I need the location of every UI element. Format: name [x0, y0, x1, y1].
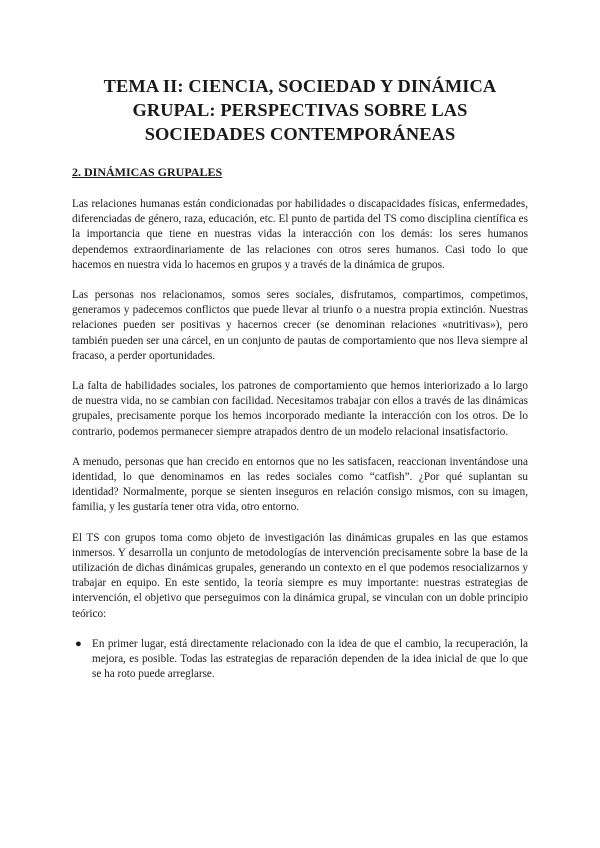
paragraph-3: La falta de habilidades sociales, los patrones de comportamiento que hemos interiorizado a lo largo de nuestra vida, no se cambian con facilidad. Necesitamos trabajar con ellos a través de las dinámicas grupales, precisamente porque los hemos incorporado mediante la interacción con los otros. De lo contrario, podemos permanecer siempre atrapados dentro de un modelo relacional insatisfactorio. [72, 380, 528, 438]
paragraph-1: Las relaciones humanas están condicionadas por habilidades o discapacidades físicas, enfermedades, diferenciadas de género, raza, educación, etc. El punto de partida del TS como disciplina científica es la importancia que tiene en nuestras vidas la interacción con los demás: los seres humanos dependemos extraordinariamente de las relaciones con otros seres humanos. Casi todo lo que hacemos en nuestra vida lo hacemos en grupos y a través de la dinámica de grupos. [72, 198, 528, 271]
bullet-item-1 [72, 637, 528, 683]
document-page [72, 74, 528, 682]
paragraph-4: A menudo, personas que han crecido en entornos que no les satisfacen, reaccionan inventándose una identidad, lo que denominamos en las redes sociales como “catfish”. ¿Por qué suplantan su identidad? Normalmente, porque se sienten inseguros en relación consigo mismos, con su imagen, familia, y les gustaría tener otra vida, otro entorno. [72, 455, 528, 514]
title-line-1: TEMA II: CIENCIA, SOCIEDAD Y DINÁMICA [103, 76, 497, 96]
section-heading: 2. DINÁMICAS GRUPALES [72, 165, 223, 179]
title-line-2: GRUPAL: PERSPECTIVAS SOBRE LAS [132, 100, 468, 120]
title-line-3: SOCIEDADES CONTEMPORÁNEAS [144, 124, 456, 144]
paragraph-5: El TS con grupos toma como objeto de investigación las dinámicas grupales en las que estamos inmersos. Y desarrolla un conjunto de metodologías de intervención precisamente sobre la base de la utilización de dichas dinámicas grupales, generando un contexto en el que podemos resocializarnos y trabajar en equipo. En este sentido, la teoría siempre es muy importante: nuestras estrategias de intervención, el objetivo que perseguimos con la dinámica grupal, se vinculan con un doble principio teórico: [72, 531, 528, 620]
bullet-list [72, 637, 528, 683]
paragraph-2: Las personas nos relacionamos, somos seres sociales, disfrutamos, compartimos, competimos, generamos y padecemos conflictos que puede llevar al triunfo o a nuestra propia extinción. Nuestras relaciones pueden ser positivas y hacernos crecer (se denominan relaciones «nutritivas»), pero también pueden ser una cárcel, en un conjunto de pautas de comportamiento que nos lleva siempre al fracaso, a perder oportunidades. [72, 289, 528, 362]
bullet-item-text: En primer lugar, está directamente relacionado con la idea de que el cambio, la recuperación, la mejora, es posible. Todas las estrategias de reparación dependen de la idea inicial de que lo que se ha roto puede arreglarse. [92, 637, 528, 681]
bullet-icon: ● [75, 637, 82, 650]
document-title [72, 74, 528, 146]
